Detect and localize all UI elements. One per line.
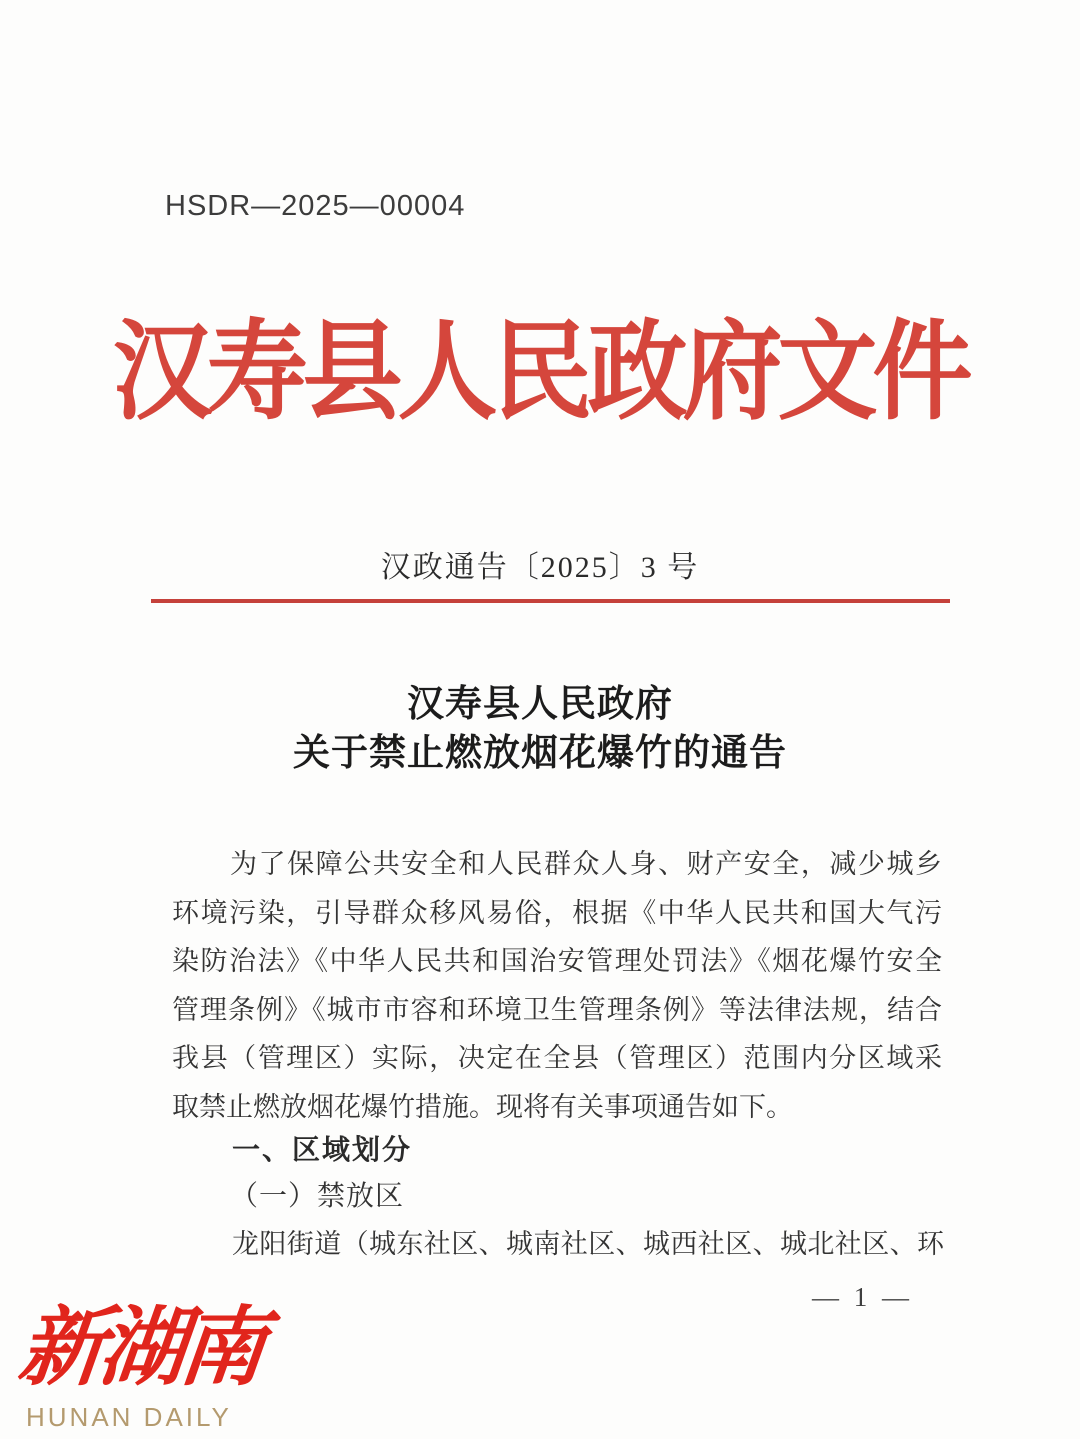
- body-paragraph-line: 环境污染，引导群众移风易俗，根据《中华人民共和国大气污: [172, 897, 942, 928]
- body-paragraph-line: 管理条例》《城市市容和环境卫生管理条例》等法律法规，结合: [172, 994, 942, 1025]
- document-title-line-2: 关于禁止燃放烟花爆竹的通告: [293, 733, 787, 774]
- body-paragraph-line: 染防治法》《中华人民共和国治安管理处罚法》《烟花爆竹安全: [172, 946, 942, 976]
- red-divider-rule: [151, 599, 950, 603]
- section-heading-region-division: 一、区域划分: [232, 1134, 413, 1165]
- document-title: [0, 680, 1080, 778]
- page-number: — 1 —: [812, 1282, 913, 1312]
- subsection-body-line: 龙阳街道（城东社区、城南社区、城西社区、城北社区、环: [232, 1229, 944, 1259]
- document-title-line-1: 汉寿县人民政府: [407, 684, 673, 725]
- document-issue-number: 汉政通告〔2025〕3 号: [380, 551, 700, 584]
- subsection-heading-prohibited-zone: （一）禁放区: [230, 1181, 405, 1212]
- hunan-daily-logo-english: HUNAN DAILY: [26, 1402, 232, 1432]
- document-registration-code: HSDR—2025—00004: [165, 190, 466, 222]
- document-body: [172, 840, 942, 1131]
- red-letterhead-masthead: 汉寿县人民政府文件: [112, 313, 968, 433]
- body-paragraph-line: 取禁止燃放烟花爆竹措施。现将有关事项通告如下。: [172, 1091, 793, 1122]
- hunan-daily-logo: [14, 1296, 265, 1433]
- body-paragraph-line: 我县（管理区）实际，决定在全县（管理区）范围内分区域采: [172, 1043, 942, 1073]
- hunan-daily-logo-chinese: 新湖南: [14, 1300, 265, 1396]
- body-paragraph-line: 为了保障公共安全和人民群众人身、财产安全，减少城乡: [230, 849, 942, 879]
